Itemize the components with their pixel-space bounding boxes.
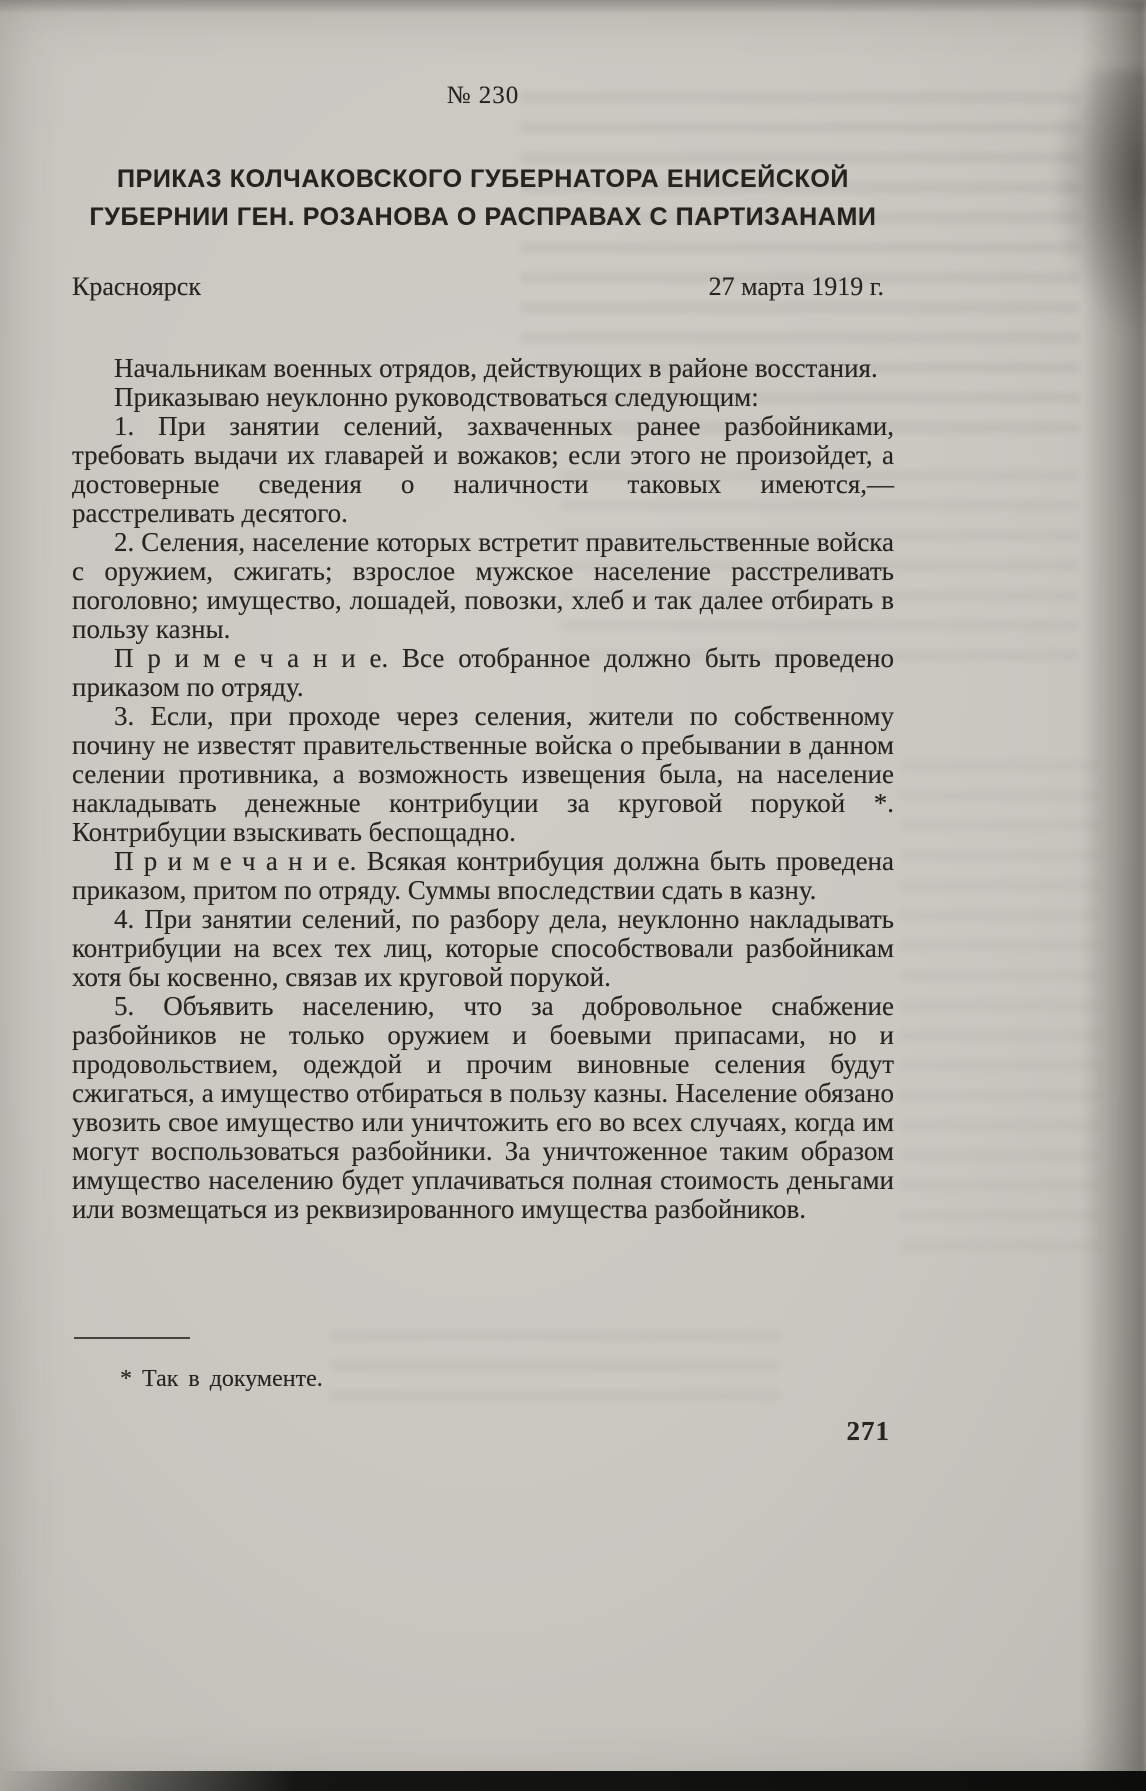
order-item-5: 5. Объявить населению, что за добровольное снабжение разбойников не только оружием и боевыми припасами, но и продовольствием, одеждой и прочим виновные селения будут сжигаться, а имущество отбираться в пользу казны. Население обязано увозить свое имущество или уничтожить его во всех случаях, когда им могут воспользоваться разбойники. За уничтоженное таким образом имущество населению будет уплачиваться полная стоимость деньгами или возмещаться из реквизированного имущества разбойников. xyxy=(72,991,894,1224)
scan-edge-bottom xyxy=(0,1771,1146,1791)
footnote-rule xyxy=(74,1337,190,1339)
note-1: П р и м е ч а н и е. Все отобранное должно быть проведено приказом по отряду. xyxy=(72,643,894,702)
note-2: П р и м е ч а н и е. Всякая контрибуция должна быть проведена приказом, притом по отряду. Суммы впоследствии сдать в казну. xyxy=(72,846,894,905)
document-title xyxy=(72,160,894,236)
bleedthrough-texture xyxy=(900,760,1100,1260)
document-number: № 230 xyxy=(446,82,520,109)
paragraph-preamble: Приказываю неуклонно руководствоваться следующим: xyxy=(114,382,759,412)
date-label: 27 марта 1919 г. xyxy=(708,272,884,301)
paragraph-address: Начальникам военных отрядов, действующих в районе восстания. xyxy=(114,353,878,383)
title-line-2: ГУБЕРНИИ ГЕН. РОЗАНОВА О РАСПРАВАХ С ПАРТИЗАНАМИ xyxy=(89,203,877,231)
order-item-3: 3. Если, при проходе через селения, жители по собственному почину не известят правительственные войска о пребывании в данном селении противника, а возможность извещения была, на население накладывать денежные контрибуции за круговой порукой *. Контрибуции взыскивать беспощадно. xyxy=(72,701,894,847)
document-body xyxy=(72,354,894,1224)
scan-shadow-right-top xyxy=(1051,70,1146,340)
page-number: 271 xyxy=(846,1416,890,1446)
order-item-2: 2. Селения, население которых встретит правительственные войска с оружием, сжигать; взрослое мужское население расстреливать поголовно; имущество, лошадей, повозки, хлеб и так далее отбирать в пользу казны. xyxy=(72,527,894,644)
scan-shadow-top xyxy=(0,0,1146,14)
footnote: * Так в документе. xyxy=(120,1366,323,1392)
order-item-1: 1. При занятии селений, захваченных ранее разбойниками, требовать выдачи их главарей и вожаков; если этого не произойдет, а достоверные сведения о наличности таковых имеются,— расстреливать десятого. xyxy=(72,411,894,528)
order-item-4: 4. При занятии селений, по разбору дела, неуклонно накладывать контрибуции на всех тех лиц, которые способствовали разбойникам хотя бы косвенно, связав их круговой порукой. xyxy=(72,904,894,992)
title-line-1: ПРИКАЗ КОЛЧАКОВСКОГО ГУБЕРНАТОРА ЕНИСЕЙСКОЙ xyxy=(117,165,849,193)
document-content xyxy=(72,0,894,1791)
place-label: Красноярск xyxy=(72,272,201,301)
dateline xyxy=(72,272,884,302)
